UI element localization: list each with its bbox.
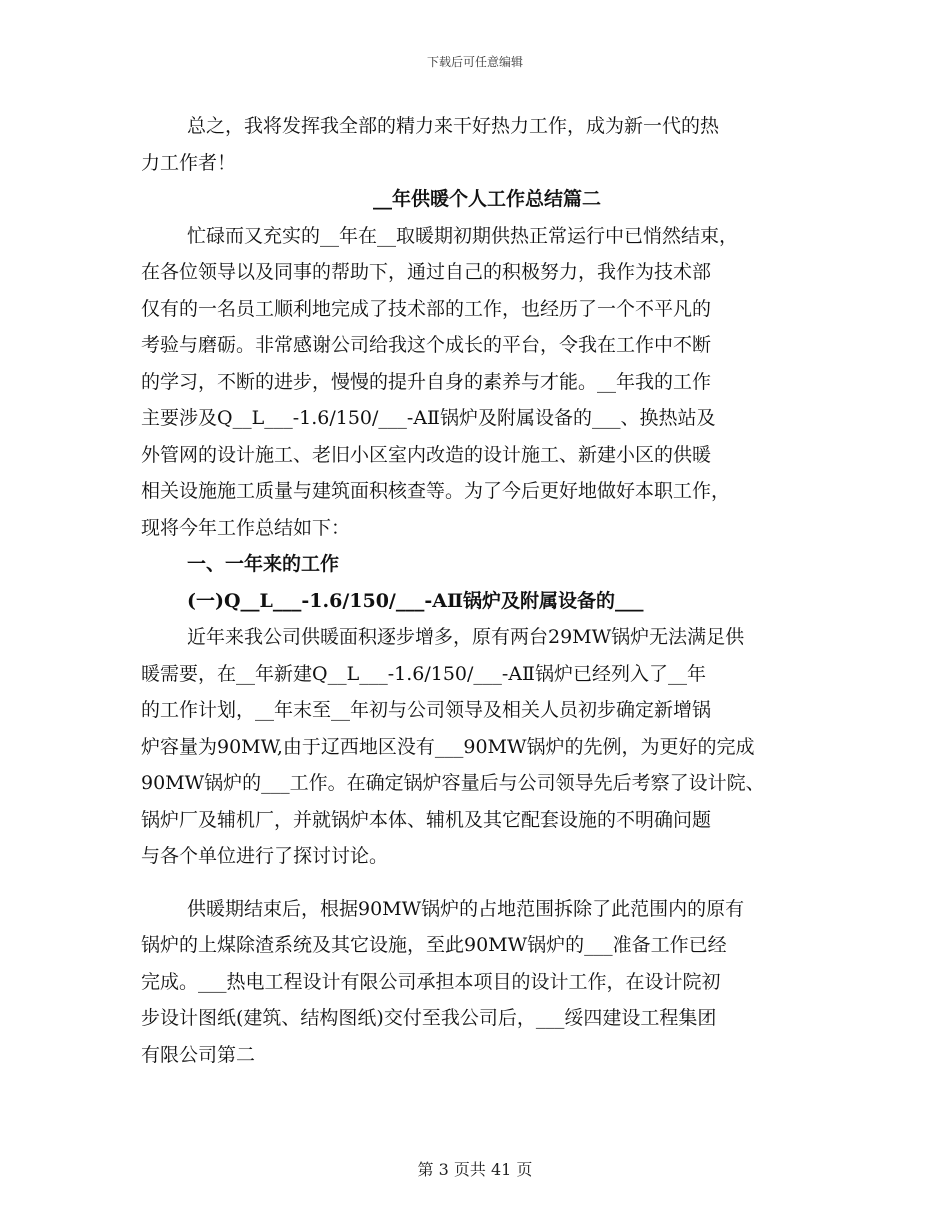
paragraph-line: 锅炉厂及辅机厂，并就锅炉本体、辅机及其它配套设施的不明确问题 <box>141 808 712 831</box>
paragraph-line: 总之，我将发挥我全部的精力来干好热力工作，成为新一代的热 <box>187 115 720 137</box>
paragraph-line: 90MW锅炉的___工作。在确定锅炉容量后与公司领导先后考察了设计院、 <box>141 772 765 794</box>
document-body <box>141 108 821 1073</box>
paragraph-gap <box>141 875 821 891</box>
paragraph-line: 在各位领导以及同事的帮助下，通过自己的积极努力，我作为技术部 <box>141 261 712 283</box>
page-footer: 第 3 页共 41 页 <box>417 1160 533 1179</box>
paragraph-line: 现将今年工作总结如下： <box>141 516 351 539</box>
paragraph-line: 炉容量为90MW,由于辽西地区没有___90MW锅炉的先例，为更好的完成 <box>141 735 755 758</box>
paragraph-line: 主要涉及Q__L___-1.6/150/___-AⅡ锅炉及附属设备的___、换热站及 <box>141 407 716 429</box>
paragraph-line: 外管网的设计施工、老旧小区室内改造的设计施工、新建小区的供暖 <box>141 443 712 466</box>
paragraph-line: 步设计图纸(建筑、结构图纸)交付至我公司后，___绥四建设工程集团 <box>141 1007 717 1029</box>
paragraph-line: 忙碌而又充实的__年在__取暖期初期供热正常运行中已悄然结束， <box>187 224 739 247</box>
heading-level1: 一、一年来的工作 <box>187 553 340 575</box>
paragraph-line: 供暖期结束后，根据90MW锅炉的占地范围拆除了此范围内的原有 <box>187 897 745 920</box>
paragraph-line: 与各个单位进行了探讨讨论。 <box>141 845 389 867</box>
paragraph-line: 力工作者！ <box>141 151 237 174</box>
paragraph-line: 仅有的一名员工顺利地完成了技术部的工作，也经历了一个不平凡的 <box>141 297 712 320</box>
paragraph-line: 相关设施施工质量与建筑面积核查等。为了今后更好地做好本职工作， <box>141 480 731 502</box>
section-title: __年供暖个人工作总结篇二 <box>372 188 601 210</box>
heading-level2: (一)Q__L___-1.6/150/___-AⅡ锅炉及附属设备的___ <box>187 589 644 612</box>
page-header: 下载后可任意编辑 <box>426 55 523 69</box>
paragraph-line: 完成。___热电工程设计有限公司承担本项目的设计工作，在设计院初 <box>141 970 721 993</box>
paragraph-line: 有限公司第二 <box>141 1043 256 1066</box>
paragraph-line: 暖需要，在__年新建Q__L___-1.6/150/___-AⅡ锅炉已经列入了__年 <box>141 662 706 685</box>
paragraph-line: 的工作计划，__年末至__年初与公司领导及相关人员初步确定新增锅 <box>141 699 712 721</box>
paragraph-line: 考验与磨砺。非常感谢公司给我这个成长的平台，令我在工作中不断 <box>141 334 712 356</box>
paragraph-line: 的学习，不断的进步，慢慢的提升自身的素养与才能。__年我的工作 <box>141 370 712 393</box>
paragraph-line: 近年来我公司供暖面积逐步增多，原有两台29MW锅炉无法满足供 <box>187 626 745 648</box>
paragraph-line: 锅炉的上煤除渣系统及其它设施，至此90MW锅炉的___准备工作已经 <box>141 934 727 956</box>
